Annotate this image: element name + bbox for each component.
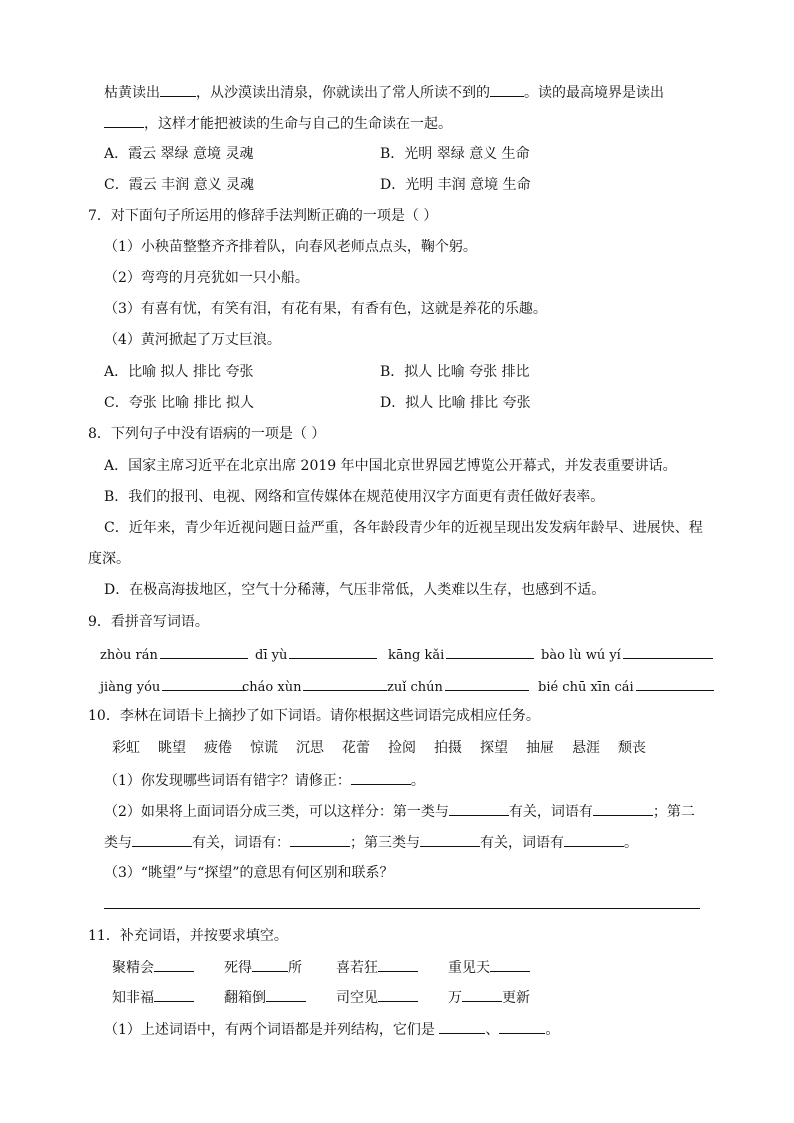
q8-option-a[interactable]: A．国家主席习近平在北京出席 2019 年中国北京世界园艺博览公开幕式，并发表重要讲话。 (104, 458, 677, 474)
pinyin-item: dī yù (255, 648, 288, 663)
sub-question-text: 类与 (104, 835, 132, 851)
q9-pinyin-item (388, 644, 534, 666)
idiom-item (336, 987, 418, 1008)
answer-blank[interactable] (351, 770, 411, 785)
q6-option-d[interactable]: D．光明 丰润 意境 生命 (380, 177, 531, 193)
idiom-text: 知非福 (112, 990, 154, 1006)
answer-blank[interactable] (378, 987, 418, 1002)
pinyin-item: zuǐ chún (387, 680, 443, 695)
q6-text-line-2 (104, 113, 452, 134)
idiom-text: 万 (448, 990, 462, 1006)
answer-blank[interactable] (490, 957, 530, 972)
answer-blank[interactable] (252, 957, 288, 972)
answer-blank[interactable] (564, 832, 624, 847)
q11-sub-1 (104, 1019, 559, 1040)
q7-option-d[interactable]: D．拟人 比喻 排比 夸张 (380, 395, 531, 411)
answer-blank[interactable] (636, 676, 714, 691)
idiom-item (112, 957, 194, 978)
q10-stem: 10．李林在词语卡上摘抄了如下词语。请你根据这些词语完成相应任务。 (88, 708, 540, 724)
q6-text-line-1 (104, 82, 664, 103)
punctuation: 。 (410, 773, 425, 789)
q7-sentence-2: （2）弯弯的月亮犹如一只小船。 (104, 270, 309, 286)
answer-line[interactable] (104, 908, 700, 909)
q6-option-a[interactable]: A．霞云 翠绿 意境 灵魂 (104, 146, 254, 162)
answer-blank[interactable] (104, 113, 144, 128)
answer-blank[interactable] (462, 987, 502, 1002)
q6-option-c[interactable]: C．霞云 丰润 意义 灵魂 (104, 177, 255, 193)
q7-option-b[interactable]: B．拟人 比喻 夸张 排比 (380, 364, 530, 380)
q11-stem: 11．补充词语，并按要求填空。 (88, 928, 288, 944)
pinyin-item: jiàng yóu (100, 680, 161, 695)
q6-text: ，这样才能把被读的生命与自己的生命读在一起。 (144, 116, 452, 132)
q6-text: ，从沙漠读出清泉，你就读出了常人所读不到的 (196, 85, 490, 101)
q7-sentence-3: （3）有喜有忧，有笑有泪，有花有果，有香有色，这就是养花的乐趣。 (104, 301, 547, 317)
word-card: 拍摄 (434, 740, 462, 756)
q8-option-b[interactable]: B．我们的报刊、电视、网络和宣传媒体在规范使用汉字方面更有责任做好表率。 (104, 489, 605, 505)
q10-sub-3: （3）“眺望”与“探望”的意思有何区别和联系？ (104, 865, 394, 881)
answer-blank[interactable] (303, 676, 387, 691)
answer-blank[interactable] (132, 832, 192, 847)
q7-stem: 7．对下面句子所运用的修辞手法判断正确的一项是（ ） (88, 208, 438, 224)
q9-pinyin-row-1 (100, 644, 248, 666)
word-card: 疲倦 (204, 740, 232, 756)
idiom-text: 所 (288, 960, 302, 976)
q10-word-cards (112, 738, 664, 758)
punctuation: 。 (545, 1022, 560, 1038)
word-card: 抽屉 (526, 740, 554, 756)
q9-pinyin-item (242, 676, 387, 698)
answer-blank[interactable] (439, 1019, 485, 1034)
word-card: 悬涯 (572, 740, 600, 756)
sub-question-text: （1）你发现哪些词语有错字？请修正： (104, 773, 351, 789)
answer-blank[interactable] (154, 957, 194, 972)
pinyin-item: zhòu rán (100, 648, 158, 663)
answer-blank[interactable] (420, 832, 480, 847)
answer-blank[interactable] (160, 82, 196, 97)
pinyin-item: bào lù wú yí (541, 648, 621, 663)
sub-question-text: 有关，词语有 (508, 804, 593, 820)
idiom-text: 重见天 (448, 960, 490, 976)
answer-blank[interactable] (593, 801, 653, 816)
idiom-text: 聚精会 (112, 960, 154, 976)
idiom-text: 司空见 (336, 990, 378, 1006)
idiom-item (224, 957, 302, 978)
pinyin-item: cháo xùn (242, 680, 302, 695)
q6-text: 。读的最高境界是读出 (524, 85, 664, 101)
answer-blank[interactable] (154, 987, 194, 1002)
idiom-item (448, 987, 530, 1008)
sub-question-text: （2）如果将上面词语分成三类，可以这样分：第一类与 (104, 804, 449, 820)
q8-option-c-line-1[interactable]: C．近年来，青少年近视问题日益严重，各年龄段青少年的近视呈现出发发病年龄早、进展快、程 (104, 520, 703, 536)
idiom-text: 翻箱倒 (224, 990, 266, 1006)
q9-pinyin-item (538, 676, 714, 698)
answer-blank[interactable] (160, 644, 248, 659)
q10-sub-2-line-2 (104, 832, 638, 853)
q9-pinyin-item (541, 644, 713, 666)
q7-sentence-1: （1）小秧苗整整齐齐排着队，向春风老师点点头，鞠个躬。 (104, 239, 477, 255)
answer-blank[interactable] (378, 957, 418, 972)
q7-sentence-4: （4）黄河掀起了万丈巨浪。 (104, 332, 281, 348)
idiom-item (448, 957, 530, 978)
answer-blank[interactable] (490, 82, 524, 97)
answer-blank[interactable] (266, 987, 306, 1002)
idiom-text: 喜若狂 (336, 960, 378, 976)
word-card: 眺望 (158, 740, 186, 756)
idiom-text: 更新 (502, 990, 530, 1006)
idiom-text: 死得 (224, 960, 252, 976)
word-card: 惊谎 (250, 740, 278, 756)
q8-stem: 8．下列句子中没有语病的一项是（ ） (88, 426, 326, 442)
q8-option-c-line-2: 度深。 (88, 551, 130, 567)
word-card: 沉思 (296, 740, 324, 756)
q9-pinyin-item (387, 676, 529, 698)
idiom-item (336, 957, 418, 978)
word-card: 捡阅 (388, 740, 416, 756)
word-card: 彩虹 (112, 740, 140, 756)
word-card: 花蕾 (342, 740, 370, 756)
q7-option-a[interactable]: A．比喻 拟人 排比 夸张 (104, 364, 254, 380)
q6-option-b[interactable]: B．光明 翠绿 意义 生命 (380, 146, 530, 162)
q8-option-d[interactable]: D．在极高海拔地区，空气十分稀薄，气压非常低，人类难以生存，也感到不适。 (104, 582, 606, 598)
q10-sub-1 (104, 770, 425, 791)
answer-blank[interactable] (623, 644, 713, 659)
answer-blank[interactable] (289, 644, 377, 659)
punctuation: 。 (624, 835, 638, 851)
q9-stem: 9．看拼音写词语。 (88, 614, 209, 630)
idiom-item (224, 987, 306, 1008)
sub-question-text: （1）上述词语中，有两个词语都是并列结构，它们是 (104, 1022, 440, 1038)
answer-blank[interactable] (449, 801, 509, 816)
sub-question-text: 有关，词语有： (192, 835, 290, 851)
answer-blank[interactable] (162, 676, 246, 691)
pinyin-item: kāng kǎi (388, 648, 445, 663)
q9-pinyin-item (255, 644, 377, 666)
sub-question-text: 有关，词语有 (480, 835, 564, 851)
q6-text: 枯黄读出 (104, 85, 160, 101)
pinyin-item: bié chū xīn cái (538, 680, 634, 695)
q7-option-c[interactable]: C．夸张 比喻 排比 拟人 (104, 395, 255, 411)
answer-blank[interactable] (446, 644, 534, 659)
answer-blank[interactable] (499, 1019, 545, 1034)
q10-sub-2-line-1 (104, 801, 695, 822)
answer-blank[interactable] (290, 832, 350, 847)
word-card: 颓丧 (618, 740, 646, 756)
punctuation: 、 (485, 1022, 500, 1038)
word-card: 探望 (480, 740, 508, 756)
answer-blank[interactable] (445, 676, 529, 691)
sub-question-text: ；第二 (652, 804, 695, 820)
q9-pinyin-row-2 (100, 676, 246, 698)
sub-question-text: ；第三类与 (350, 835, 420, 851)
idiom-item (112, 987, 194, 1008)
